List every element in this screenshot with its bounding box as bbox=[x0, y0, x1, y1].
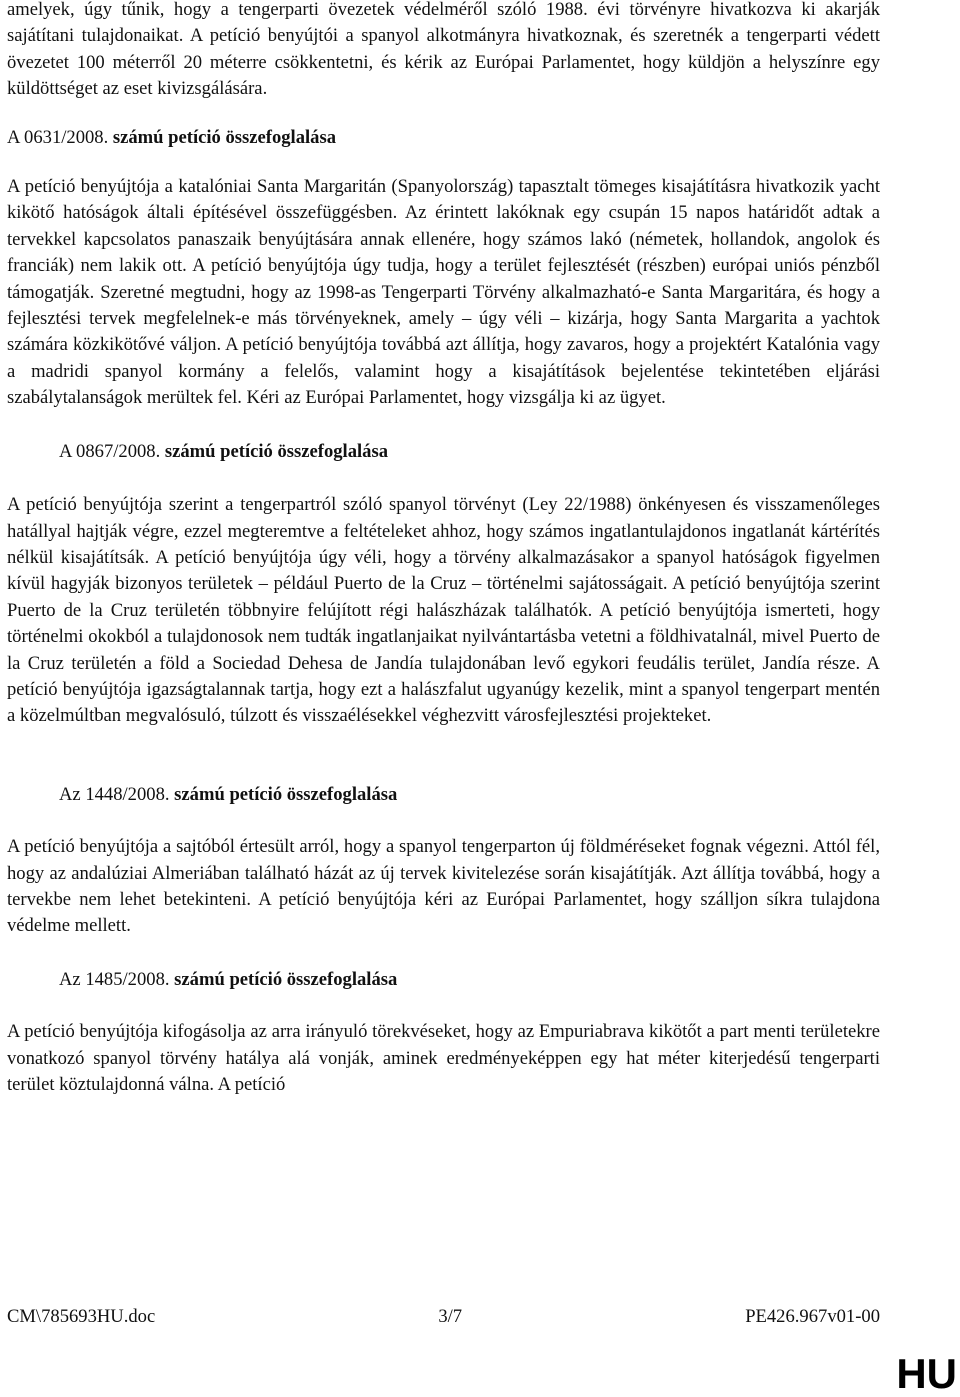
page-footer bbox=[7, 1305, 880, 1329]
heading-text: számú petíció összefoglalása bbox=[160, 440, 388, 462]
footer-doc-reference: CM\785693HU.doc bbox=[7, 1306, 156, 1327]
footer-page-number: 3/7 bbox=[438, 1306, 463, 1327]
section-heading-1448 bbox=[7, 782, 880, 808]
intro-paragraph: amelyek, úgy tűnik, hogy a tengerparti övezetek védelméről szóló 1988. évi törvényre hivatkozva ki akarják sajátítani tulajdonaikat. A petíció benyújtói a spanyol alkotmányra hivatkoznak, és szeretnék a tengerparti védett övezetet 100 méterről 20 méterre csökkentetni, és kérik az Európai Parlamentet, hogy küldjön a helyszínre egy küldöttséget az eset kivizsgálására. bbox=[7, 0, 880, 100]
heading-text: számú petíció összefoglalása bbox=[169, 783, 398, 805]
petition-number: A 0631/2008. bbox=[7, 126, 109, 148]
section-heading-1485 bbox=[7, 967, 880, 993]
section-heading-0631 bbox=[7, 125, 880, 151]
document-page bbox=[7, 0, 880, 1098]
petition-number: A 0867/2008. bbox=[59, 440, 161, 462]
section-heading-0867 bbox=[7, 439, 880, 465]
footer-pe-reference: PE426.967v01-00 bbox=[745, 1306, 880, 1327]
heading-text: számú petíció összefoglalása bbox=[169, 968, 398, 990]
section-body-1485: A petíció benyújtója kifogásolja az arra irányuló törekvéseket, hogy az Empuriabrava kikötőt a part menti területekre vonatkozó spanyol törvény hatálya alá vonják, aminek eredményeképpen egy hat méter kiterjedésű tengerparti terület köztulajdonná válna. A petíció bbox=[7, 1021, 880, 1095]
petition-number: Az 1448/2008. bbox=[59, 783, 170, 805]
section-body-0867: A petíció benyújtója szerint a tengerpartról szóló spanyol törvényt (Ley 22/1988) önkényesen és visszamenőleges hatállyal hajtják végre, ezzel megteremtve a feltételeket ahhoz, hogy számos ingatlantulajdonos ingatlanát kártérítés nélkül kisajátítsák. A petíció benyújtója úgy véli, hogy a törvény alkalmazásakor a spanyol hatóságok figyelmen kívül hagyják bizonyos területek – például Puerto de la Cruz – történelmi sajátosságait. A petíció benyújtója szerint Puerto de la Cruz területén többnyire felújított régi halászházak találhatók. A petíció benyújtója ismerteti, hogy történelmi okokból a tulajdonosok nem tudták ingatlanjaikat nyilvántartásba vetetni a földhivatalnál, mivel Puerto de la Cruz területén a föld a Sociedad Dehesa de Jandía tulajdonában levő egykori feudális terület, Jandía része. A petíció benyújtója igazságtalannak tartja, hogy ezt a halászfalut ugyanúgy kezelik, mint a spanyol tengerpart mentén a közelmúltban megvalósuló, túlzott és visszaélésekkel véghezvitt városfejlesztési projekteket. bbox=[7, 494, 880, 727]
section-body-0631: A petíció benyújtója a katalóniai Santa Margaritán (Spanyolország) tapasztalt tömeges kisajátításra hivatkozik yacht kikötő hatóságok általi építésével összefüggésben. Az érintett lakóknak egy csupán 15 napos határidőt adtak a tervekkel kapcsolatos panaszaik benyújtására annak ellenére, hogy számos lakó (németek, hollandok, angolok és franciák) nem lakik ott. A petíció benyújtója úgy tudja, hogy a terület fejlesztését (részben) európai uniós pénzből támogatják. Szeretné megtudni, hogy az 1998-as Tengerparti Törvény alkalmazható-e Santa Margaritára, és hogy a fejlesztési tervek megfelelnek-e más törvényeknek, amely – úgy véli – kizárja, hogy Santa Margarita a yachtok számára közkikötővé váljon. A petíció benyújtója továbbá azt állítja, hogy zavaros, hogy a projektért Katalónia vagy a madridi spanyol kormány a felelős, valamint hogy a kisajátítások bejelentése tekintetében eljárási szabálytalanságok merültek fel. Kéri az Európai Parlamentet, hogy vizsgálja ki az ügyet. bbox=[7, 176, 880, 409]
section-body-1448: A petíció benyújtója a sajtóból értesült arról, hogy a spanyol tengerparton új földméréseket fognak végezni. Attól fél, hogy az andalúziai Almeriában található házát az új tervek kivitelezése során kisajátítják. Azt állítja továbbá, hogy a tervekbe nem lehet betekinteni. A petíció benyújtója kéri az Európai Parlamentet, hogy szálljon síkra tulajdona védelme mellett. bbox=[7, 836, 880, 937]
language-code: HU bbox=[896, 1350, 957, 1397]
petition-number: Az 1485/2008. bbox=[59, 968, 170, 990]
heading-text: számú petíció összefoglalása bbox=[108, 126, 336, 148]
